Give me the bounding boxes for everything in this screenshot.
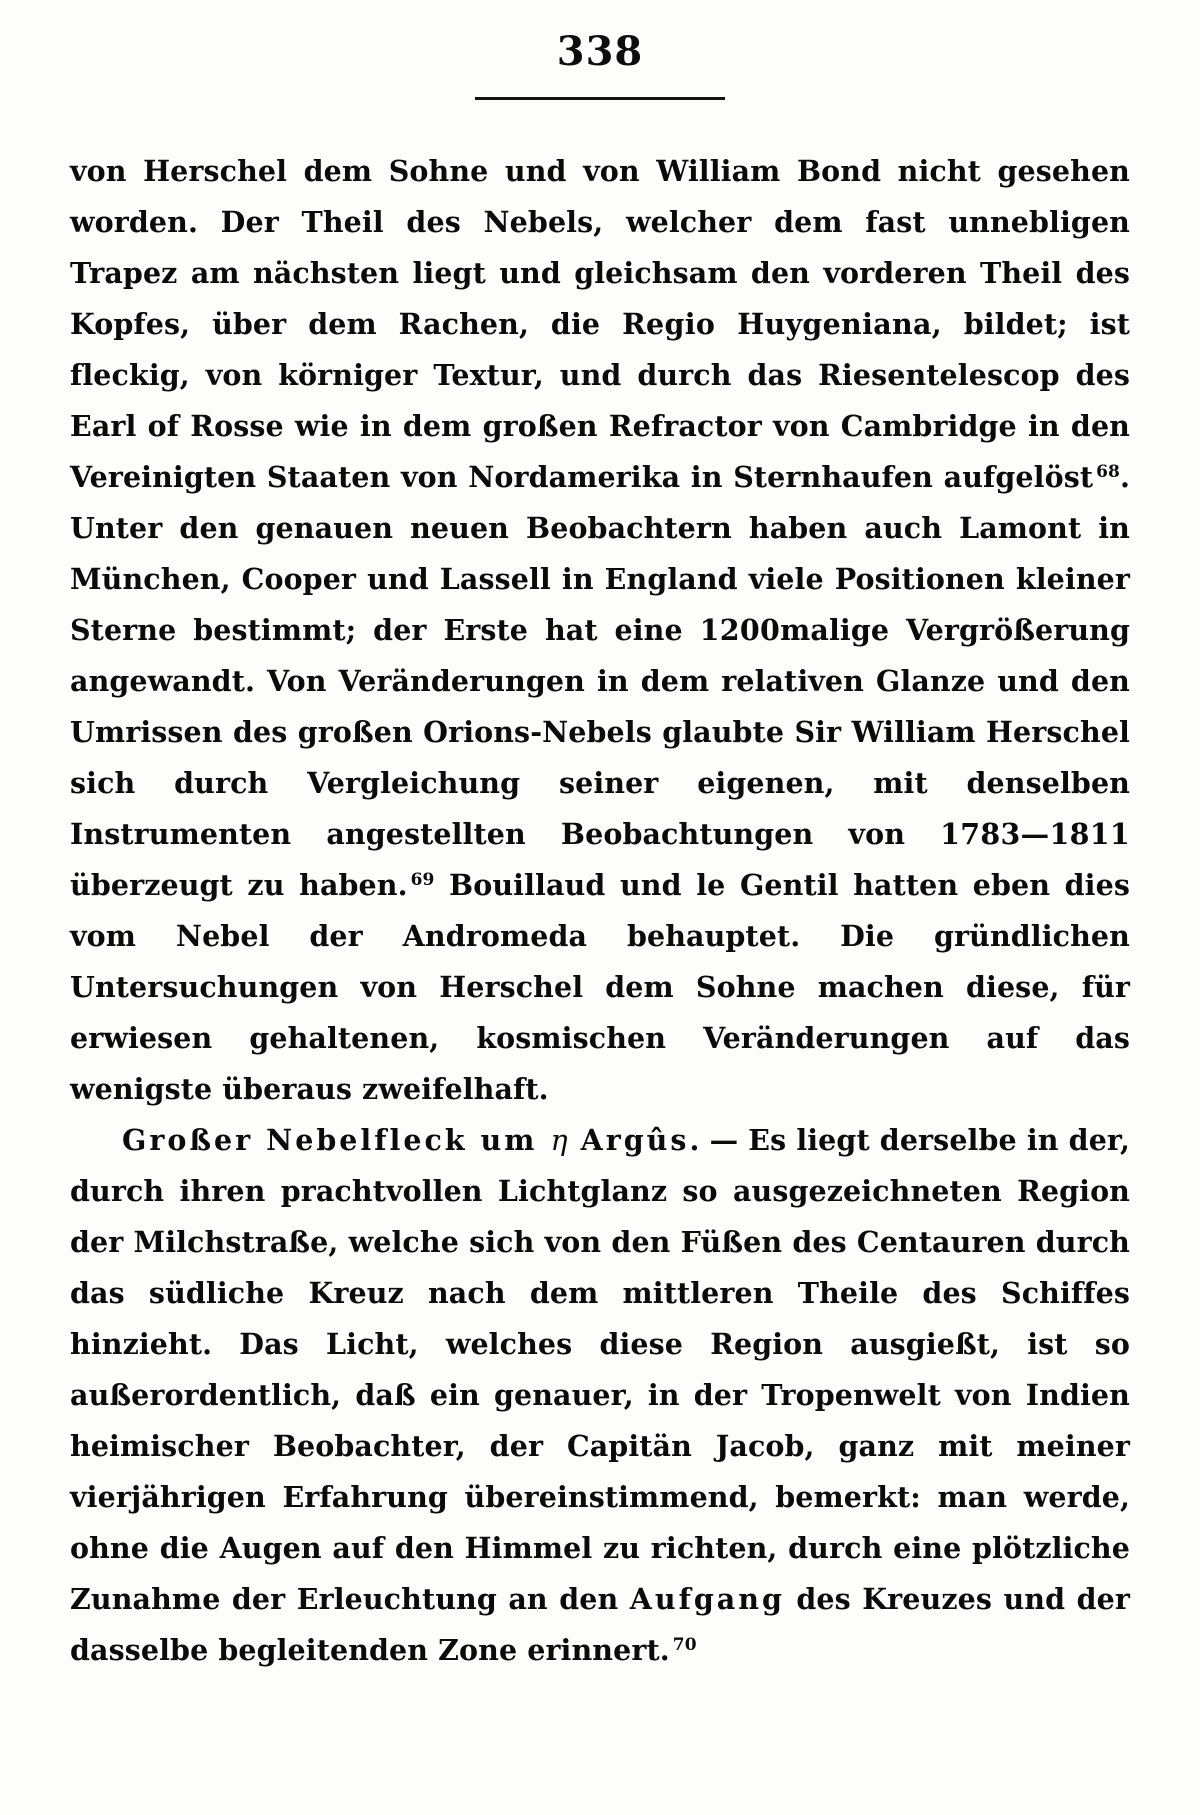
paragraph (70, 1115, 1130, 1676)
footnote-marker: 68 (1096, 461, 1120, 482)
emphasis-text: Aufgang (629, 1582, 785, 1616)
body-text-run: Bouillaud und le Gentil hatten eben dies vom Nebel der Andromeda behauptet. Die gründlichen Untersuchungen von Herschel dem Sohne machen diese, für erwiesen gehaltenen, kosmischen Veränderungen auf das wenigste überaus zweifelhaft. (70, 868, 1130, 1106)
emphasis-text: Argûs (567, 1123, 690, 1157)
paragraph (70, 146, 1130, 1115)
footnote-marker: 69 (410, 869, 435, 890)
roman-text: 1783—1811 (940, 817, 1130, 851)
roman-text: Regio Huygeniana (622, 307, 932, 341)
page-number: 338 (556, 28, 644, 75)
body-text-run: malige Vergrößerung angewandt. Von Veränderungen in dem relativen Glanze und den Umrissen des großen Orions-Nebels glaubte Sir William Herschel sich durch Vergleichung seiner eigenen, mit denselben Instrumenten angestellten Beobachtungen von (70, 613, 1130, 851)
body-text-run: des Kreuzes und der dasselbe begleitenden Zone erinnert. (70, 1582, 1130, 1667)
header-divider (475, 97, 725, 100)
body-text-run: von Herschel dem Sohne und von William Bond nicht gesehen worden. Der Theil des Nebels, welcher dem fast unnebligen Trapez am nächsten liegt und gleichsam den vorderen Theil des Kopfes, über dem Rachen, die (70, 154, 1130, 341)
page-body (60, 146, 1140, 1676)
emphasis-text: Großer Nebelfleck (122, 1123, 468, 1157)
greek-letter: η (550, 1124, 568, 1157)
body-text-run: überzeugt zu haben. (70, 868, 408, 902)
body-text-run: , bildet; ist fleckig, von körniger Textur, und durch das Riesentelescop des Earl of Rosse wie in dem großen Refractor von Cambridge in den Vereinigten Staaten von Nordamerika in Sternhaufen aufgelöst (70, 307, 1130, 494)
body-text-run: . Unter den genauen neuen Beobachtern haben auch Lamont in München, Cooper und Lassell in England viele Positionen kleiner Sterne bestimmt; der Erste hat eine (70, 460, 1130, 647)
emphasis-text: um (467, 1123, 551, 1157)
footnote-marker: 70 (672, 1634, 697, 1655)
body-text-run: . — Es liegt derselbe in der, durch ihren prachtvollen Lichtglanz so ausgezeichneten Region der Milchstraße, welche sich von den Füßen des Centauren durch das südliche Kreuz nach dem mittleren Theile des Schiffes hinzieht. Das Licht, welches diese Region ausgießt, ist so außerordentlich, daß ein genauer, in der Tropenwelt von Indien heimischer Beobachter, der Capitän Jacob, ganz mit meiner vierjährigen Erfahrung übereinstimmend, bemerkt: man werde, ohne die Augen auf den Himmel zu richten, durch eine plötzliche Zunahme der Erleuchtung an den (70, 1123, 1130, 1616)
roman-text: 1200 (699, 613, 781, 647)
